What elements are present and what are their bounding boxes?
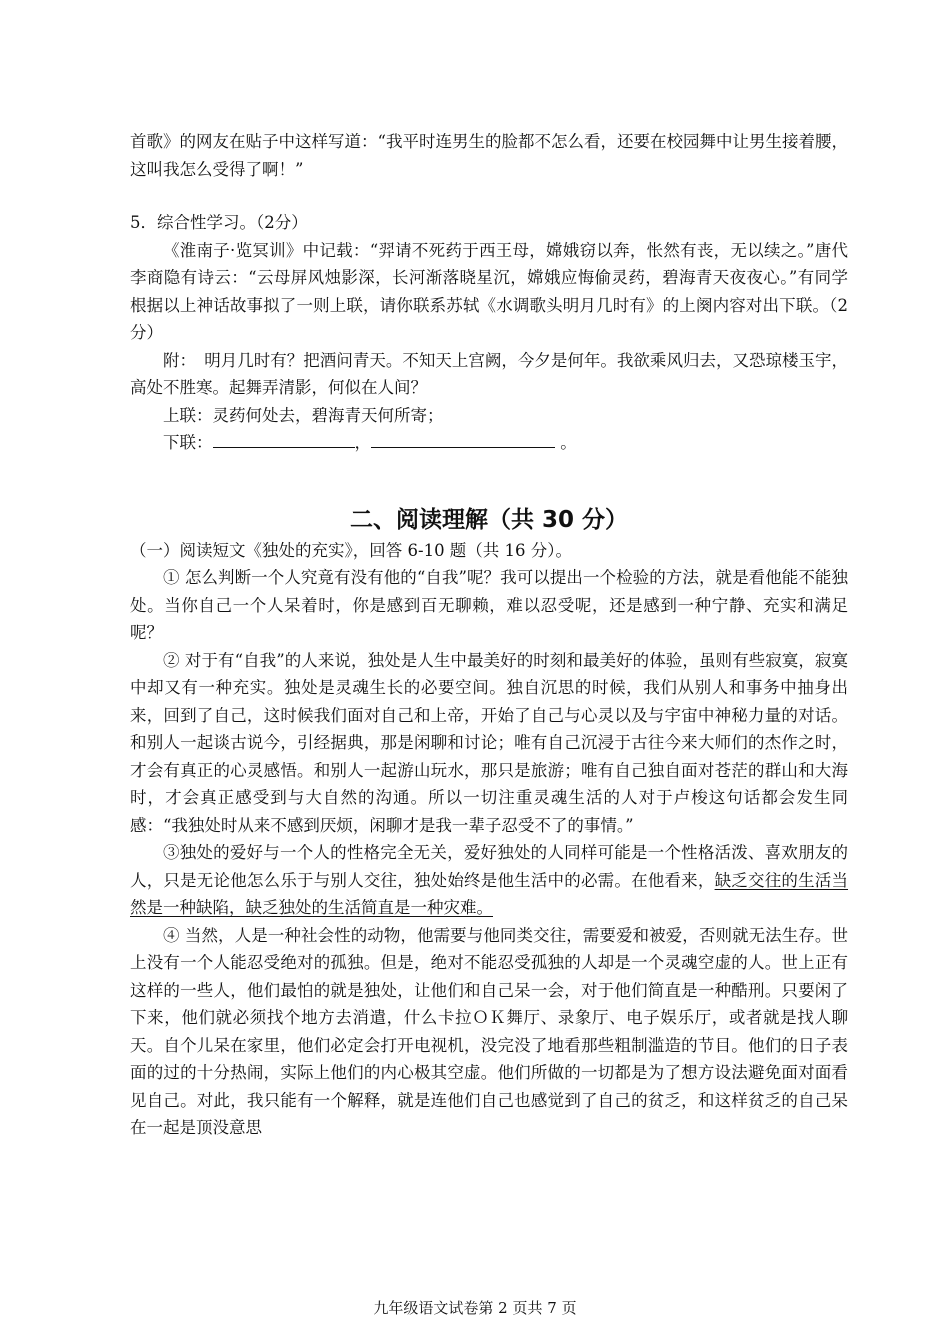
paragraph-4: ④ 当然，人是一种社会性的动物，他需要与他同类交往，需要爱和被爱，否则就无法生存。世上没有一个人能忍受绝对的孤独。但是，绝对不能忍受孤独的人却是一个灵魂空虚的人。世上正有这样的一些人，他们最怕的就是独处，让他们和自己呆一会，对于他们简直是一种酷刑。只要闲了下来，他们就必须找个地方去消遣，什么卡拉ＯＫ舞厅、录象厅、电子娱乐厅，或者就是找人聊天。自个儿呆在家里，他们必定会打开电视机，没完没了地看那些粗制滥造的节目。他们的日子表面的过的十分热闹，实际上他们的内心极其空虚。他们所做的一切都是为了想方设法避免面对面看见自己。对此，我只能有一个解释，就是连他们自己也感觉到了自己的贫乏，和这样贫乏的自己呆在一起是顶没意思: [130, 925, 848, 1137]
continued-paragraph: 首歌》的网友在贴子中这样写道：“我平时连男生的脸都不怎么看，还要在校园舞中让男生接着腰，这叫我怎么受得了啊！”: [130, 132, 848, 179]
reading-1-instructions: （一）阅读短文《独处的充实》，回答 6-10 题（共 16 分）。: [130, 540, 573, 560]
section-2-title: 二、阅读理解（共 30 分）: [349, 506, 629, 533]
page-content: [130, 128, 848, 1142]
answer-blank-2[interactable]: [371, 446, 555, 448]
question-5-prompt: 《淮南子·览冥训》中记载：“羿请不死药于西王母，嫦娥窃以奔，怅然有丧，无以续之。”唐代李商隐有诗云：“云母屏风烛影深，长河渐落晓星沉，嫦娥应悔偷灵药，碧海青天夜夜心。”有同学根据以上神话故事拟了一则上联，请你联系苏轼《水调歌头明月几时有》的上阕内容对出下联。（2分）: [130, 240, 848, 342]
lower-couplet-comma: ，: [354, 433, 371, 452]
lower-couplet-row: [130, 429, 848, 457]
paragraph-1: ① 怎么判断一个人究竟有没有他的“自我”呢？我可以提出一个检验的方法，就是看他能不能独处。当你自己一个人呆着时，你是感到百无聊赖，难以忍受呢，还是感到一种宁静、充实和满足呢？: [130, 568, 848, 642]
page-footer: 九年级语文试卷第 2 页共 7 页: [373, 1299, 577, 1317]
lower-couplet-label: 下联：: [163, 433, 213, 452]
question-5-heading: 5．综合性学习。（2分）: [130, 213, 308, 232]
paragraph-3: [130, 839, 848, 922]
underlined-sentence: 缺乏交往的生活当然是一种缺陷，缺乏独处的生活简直是一种灾难。: [130, 870, 849, 917]
upper-couplet: 上联：灵药何处去，碧海青天何所寄；: [163, 405, 444, 425]
paragraph-2: ② 对于有“自我”的人来说，独处是人生中最美好的时刻和最美好的体验，虽则有些寂寞，寂寞中却又有一种充实。独处是灵魂生长的必要空间。独自沉思的时候，我们从别人和事务中抽身出来，回到了自己，这时候我们面对自己和上帝，开始了自己与心灵以及与宇宙中神秘力量的对话。和别人一起谈古说今，引经据典，那是闲聊和讨论；唯有自己沉浸于古往今来大师们的杰作之时，才会有真正的心灵感悟。和别人一起游山玩水，那只是旅游；唯有自己独自面对苍茫的群山和大海时，才会真正感受到与大自然的沟通。所以一切注重灵魂生活的人对于卢梭这句话都会发生同感：“我独处时从来不感到厌烦，闲聊才是我一辈子忍受不了的事情。”: [130, 650, 848, 835]
question-5-appendix: 附： 明月几时有？把酒问青天。不知天上宫阙，今夕是何年。我欲乘风归去，又恐琼楼玉宇，高处不胜寒。起舞弄清影，何似在人间？: [130, 350, 848, 397]
answer-blank-1[interactable]: [213, 446, 355, 448]
paragraph-3-text: ③独处的爱好与一个人的性格完全无关，爱好独处的人同样可能是一个性格活泼、喜欢朋友的人，只是无论他怎么乐于与别人交往，独处始终是他生活中的必需。在他看来，: [130, 843, 848, 890]
lower-couplet-end: 。: [560, 433, 577, 452]
